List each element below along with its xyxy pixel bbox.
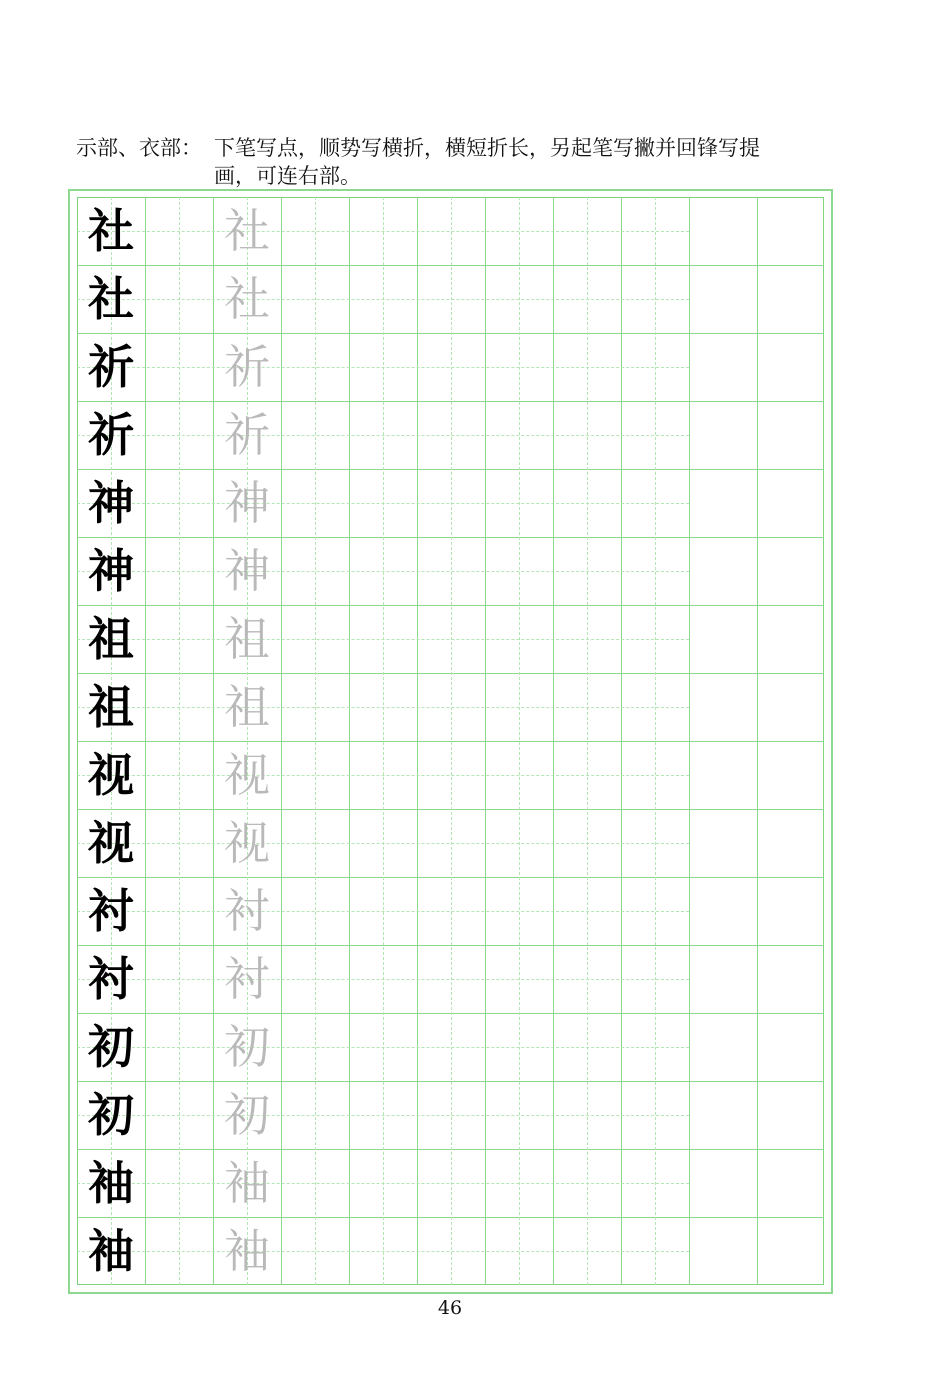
trace-character: 神 [224,476,270,530]
page-number: 46 [437,1297,463,1319]
section-label: 示部、衣部： [76,136,202,160]
model-character: 神 [88,544,134,598]
model-character: 衬 [88,952,134,1006]
trace-character: 衬 [224,952,270,1006]
grid-guide-horizontal [77,1183,689,1184]
trace-character: 社 [224,204,270,258]
grid-guide-horizontal [77,1115,689,1116]
grid-guide-horizontal [77,1047,689,1048]
trace-character: 袖 [224,1224,270,1278]
instruction-line-2: 画，可连右部。 [214,164,361,188]
grid-guide-horizontal [77,707,689,708]
model-character: 袖 [88,1156,134,1210]
trace-character: 祈 [224,340,270,394]
grid-guide-vertical [315,197,316,1285]
grid-guide-horizontal [77,843,689,844]
trace-character: 祖 [224,680,270,734]
model-character: 视 [88,748,134,802]
model-character: 视 [88,816,134,870]
grid-guide-horizontal [77,299,689,300]
trace-character: 神 [224,544,270,598]
model-character: 祖 [88,612,134,666]
trace-character: 视 [224,748,270,802]
grid-guide-horizontal [77,503,689,504]
grid-guide-vertical [587,197,588,1285]
grid-guide-horizontal [77,775,689,776]
grid-guide-horizontal [77,979,689,980]
instruction-line-1: 下笔写点，顺势写横折，横短折长，另起笔写撇并回锋写提 [214,136,760,160]
grid-guide-horizontal [77,639,689,640]
grid-guide-horizontal [77,1251,689,1252]
model-character: 祖 [88,680,134,734]
grid-guide-horizontal [77,571,689,572]
model-character: 衬 [88,884,134,938]
model-character: 初 [88,1088,134,1142]
grid-guide-vertical [519,197,520,1285]
model-character: 祈 [88,340,134,394]
trace-character: 祈 [224,408,270,462]
grid-guide-vertical [179,197,180,1285]
trace-character: 视 [224,816,270,870]
model-character: 社 [88,272,134,326]
grid-guide-horizontal [77,231,689,232]
model-character: 初 [88,1020,134,1074]
grid-guide-vertical [451,197,452,1285]
model-character: 祈 [88,408,134,462]
trace-character: 社 [224,272,270,326]
grid-guide-horizontal [77,435,689,436]
grid-guide-horizontal [77,367,689,368]
trace-character: 祖 [224,612,270,666]
grid-guide-horizontal [77,911,689,912]
trace-character: 初 [224,1020,270,1074]
grid-guide-vertical [383,197,384,1285]
model-character: 袖 [88,1224,134,1278]
model-character: 神 [88,476,134,530]
grid-guide-vertical [655,197,656,1285]
trace-character: 衬 [224,884,270,938]
trace-character: 初 [224,1088,270,1142]
trace-character: 袖 [224,1156,270,1210]
model-character: 社 [88,204,134,258]
